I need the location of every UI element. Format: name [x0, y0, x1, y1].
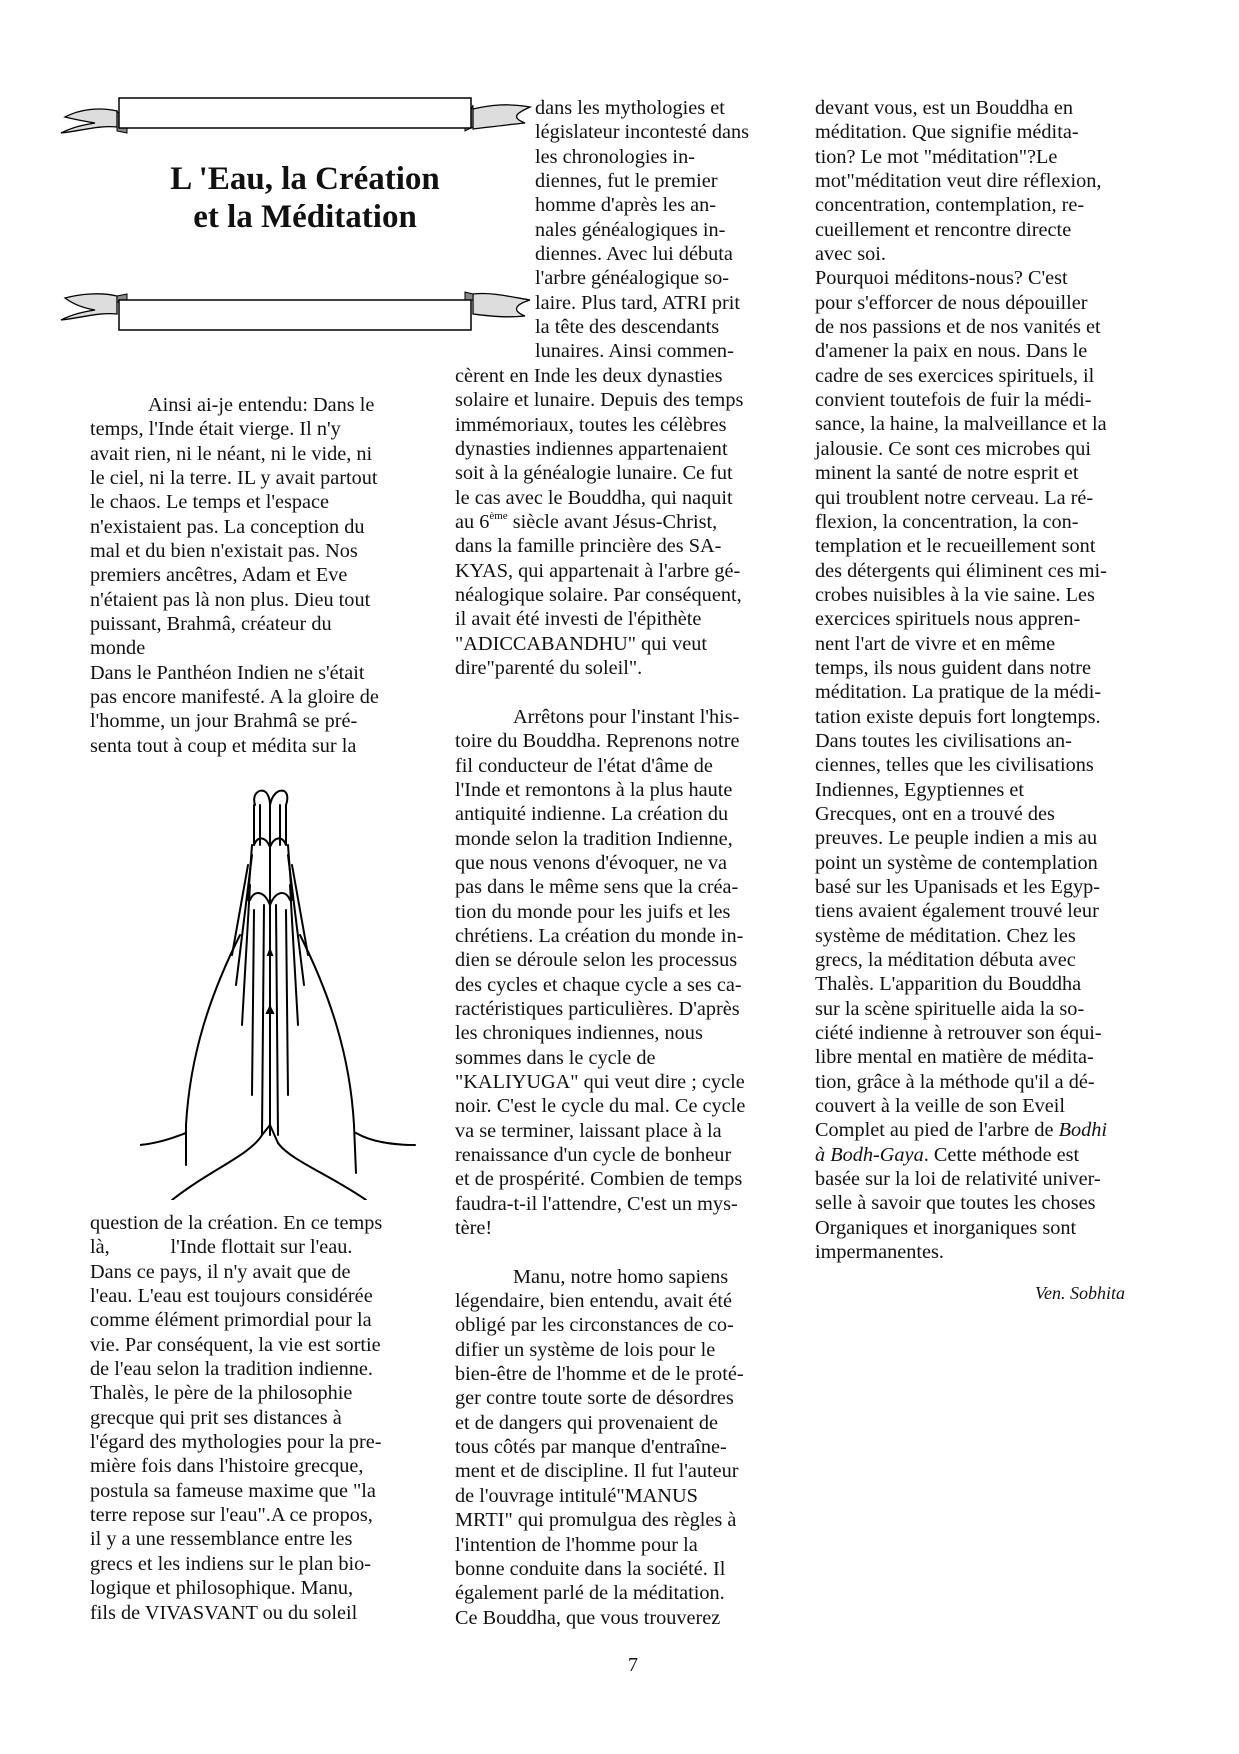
col1-paragraph-2 [90, 1211, 382, 1625]
text-line: sance, la haine, la malveillance et la [815, 413, 1107, 436]
text-line: vie. Par conséquent, la vie est sortie [90, 1333, 381, 1356]
text-line: de l'eau selon la tradition indienne. [90, 1358, 373, 1381]
title-line-1: L 'Eau, la Création [170, 161, 440, 197]
text-line: va se terminer, laissant place à la [455, 1119, 722, 1142]
text-line: Dans toutes les civilisations an- [815, 729, 1072, 752]
text-line: Dans le Panthéon Indien ne s'était [90, 661, 365, 684]
column-2-top [535, 96, 749, 364]
text-line: tion? Le mot "méditation"?Le [815, 145, 1058, 168]
text-line: fil conducteur de l'état d'âme de [455, 754, 713, 777]
text-line: dans la famille princière des SA- [455, 535, 722, 558]
text-line: obligé par les circonstances de co- [455, 1314, 734, 1337]
col2-paragraph-3 [455, 1265, 745, 1630]
text-line: jalousie. Ce sont ces microbes qui [815, 437, 1091, 460]
page-number: 7 [628, 1654, 638, 1676]
text-line: soit à la généalogie lunaire. Ce fut [455, 462, 733, 485]
text-line: pour s'efforcer de nous dépouiller [815, 291, 1088, 314]
text-line: tation existe depuis fort longtemps. [815, 705, 1101, 728]
text-line: libre mental en matière de médita- [815, 1046, 1094, 1069]
text-line: antiquité indienne. La création du [455, 803, 729, 826]
text-line: méditation. La pratique de la médi- [815, 681, 1102, 704]
text-line: nales généalogiques in- [535, 218, 726, 241]
column-1-top [90, 393, 379, 758]
praying-hands-illustration-icon [140, 775, 420, 1200]
text-line: convient toutefois de fuir la médi- [815, 389, 1092, 412]
text-line: Thalès, le père de la philosophie [90, 1382, 353, 1405]
text-line: concentration, contemplation, re- [815, 194, 1085, 217]
text-line: couvert à la veille de son Eveil [815, 1095, 1066, 1118]
text-line: minent la santé de notre esprit et [815, 462, 1079, 485]
text-line: les chroniques indiennes, nous [455, 1022, 703, 1045]
text-line: légendaire, bien entendu, avait été [455, 1290, 733, 1313]
bodh-gaya-line: à Bodh-Gaya. Cette méthode est [815, 1143, 1080, 1166]
text-line: Organiques et inorganiques sont [815, 1216, 1077, 1239]
text-line: noir. C'est le cycle du mal. Ce cycle [455, 1095, 746, 1118]
text-line: ractéristiques particulières. D'après [455, 997, 740, 1020]
text-line: devant vous, est un Bouddha en [815, 97, 1073, 119]
text-line: avec soi. [815, 243, 886, 266]
text-line: tère! [455, 1217, 493, 1240]
text-line: tion du monde pour les juifs et les [455, 900, 731, 923]
text-line: immémoriaux, toutes les célèbres [455, 413, 727, 436]
text-line: et de dangers qui provenaient de [455, 1411, 718, 1434]
text-line: pas dans le même sens que la créa- [455, 876, 739, 899]
text-line: homme d'après les an- [535, 194, 717, 217]
text-line: d'amener la paix en nous. Dans le [815, 340, 1088, 363]
text-line: n'étaient pas là non plus. Dieu tout [90, 588, 371, 611]
text-line: exercices spirituels nous appren- [815, 608, 1081, 631]
text-line: diennes. Avec lui débuta [535, 243, 733, 266]
text-line: grecque qui prit ses distances à [90, 1406, 342, 1429]
text-line: l'eau. L'eau est toujours considérée [90, 1285, 373, 1308]
text-line: le cas avec le Bouddha, qui naquit [455, 486, 733, 509]
text-line: législateur incontesté dans [535, 121, 750, 144]
text-line: postula sa fameuse maxime que "la [90, 1479, 376, 1502]
article-title [120, 160, 490, 236]
text-line: mal et du bien n'existait pas. Nos [90, 540, 358, 563]
text-line: Ce Bouddha, que vous trouverez [455, 1606, 721, 1629]
text-line: flexion, la concentration, la con- [815, 510, 1079, 533]
text-line: l'Inde et remontons à la plus haute [455, 778, 733, 801]
text-line: méditation. Que signifie médita- [815, 121, 1079, 144]
text-line: Ainsi ai-je entendu: Dans le [148, 394, 375, 416]
column-1-bottom [90, 1211, 382, 1625]
col2-paragraph-1 [455, 364, 745, 680]
text-line: Arrêtons pour l'instant l'his- [513, 705, 740, 728]
text-line: bien-être de l'homme et de le proté- [455, 1363, 744, 1386]
text-line: n'existaient pas. La conception du [90, 515, 365, 538]
text-line: bonne conduite dans la société. Il [455, 1557, 726, 1580]
text-line: cadre de ses exercices spirituels, il [815, 364, 1095, 387]
text-line: question de la création. En ce temps [90, 1212, 383, 1234]
text-line: le ciel, ni la terre. IL y avait partout [90, 467, 378, 490]
col2-paragraph-1-top [535, 96, 749, 364]
text-line: Indiennes, Egyptiennes et [815, 778, 1024, 801]
text-line: système de méditation. Chez les [815, 924, 1076, 947]
column-3 [815, 96, 1107, 1265]
text-line: tous côtés par manque d'entraîne- [455, 1436, 727, 1459]
text-line: crobes nuisibles à la vie saine. Les [815, 583, 1095, 606]
text-line: qui troublent notre cerveau. La ré- [815, 486, 1094, 509]
text-line: Manu, notre homo sapiens [513, 1265, 729, 1288]
text-line: la tête des descendants [535, 316, 720, 339]
text-line: puissant, Brahmâ, créateur du [90, 613, 332, 636]
col3-paragraph [815, 96, 1107, 1265]
text-line: chrétiens. La création du monde in- [455, 924, 744, 947]
text-line: Pourquoi méditons-nous? C'est [815, 267, 1068, 290]
text-line: difier un système de lois pour le [455, 1338, 716, 1361]
text-line: logique et philosophique. Manu, [90, 1577, 354, 1600]
text-line: renaissance d'un cycle de bonheur [455, 1144, 732, 1166]
text-line: premiers ancêtres, Adam et Eve [90, 564, 348, 587]
text-line: lunaires. Ainsi commen- [535, 340, 734, 363]
text-line: solaire et lunaire. Depuis des temps [455, 389, 744, 412]
text-line: impermanentes. [815, 1241, 944, 1264]
col1-paragraph-1 [90, 393, 379, 758]
text-line: il y a une ressemblance entre les [90, 1528, 353, 1551]
text-line: également parlé de la méditation. [455, 1582, 725, 1605]
bottom-scroll-banner-icon [55, 290, 535, 335]
text-line: dire"parenté du soleil". [455, 657, 643, 680]
text-line: temps, l'Inde était vierge. Il n'y [90, 418, 341, 441]
text-line: tion, grâce à la méthode qu'il a dé- [815, 1070, 1095, 1093]
author-signature: Ven. Sobhita [1035, 1283, 1125, 1303]
text-line: basée sur la loi de relativité univer- [815, 1168, 1101, 1191]
text-line: cèrent en Inde les deux dynasties [455, 365, 723, 387]
text-line: là, l'Inde flottait sur l'eau. [90, 1236, 353, 1259]
text-line: les chronologies in- [535, 145, 695, 168]
text-line: "KALIYUGA" qui veut dire ; cycle [455, 1070, 745, 1093]
text-line: tiens avaient également trouvé leur [815, 900, 1099, 923]
text-line: senta tout à coup et médita sur la [90, 734, 357, 757]
text-line: toire du Bouddha. Reprenons notre [455, 730, 740, 753]
text-line: sur la scène spirituelle aida la so- [815, 997, 1085, 1020]
text-line: monde selon la tradition Indienne, [455, 827, 733, 850]
text-line: terre repose sur l'eau".A ce propos, [90, 1504, 373, 1527]
text-line: Dans ce pays, il n'y avait que de [90, 1260, 351, 1283]
text-line: preuves. Le peuple indien a mis au [815, 827, 1098, 850]
title-line-2: et la Méditation [193, 199, 417, 235]
text-line: néalogique solaire. Par conséquent, [455, 584, 742, 607]
text-line: pas encore manifesté. A la gloire de [90, 686, 379, 709]
text-line: diennes, fut le premier [535, 170, 718, 193]
text-line: avait rien, ni le néant, ni le vide, ni [90, 442, 373, 465]
text-line: dien se déroule selon les processus [455, 949, 738, 972]
text-line: KYAS, qui appartenait à l'arbre gé- [455, 559, 741, 582]
text-line: il avait été investi de l'épithète [455, 608, 702, 631]
text-line: grecs, la méditation débuta avec [815, 949, 1076, 972]
text-line: des cycles et chaque cycle a ses ca- [455, 973, 742, 996]
text-line: templation et le recueillement sont [815, 535, 1096, 558]
text-line: le chaos. Le temps et l'espace [90, 491, 330, 514]
text-line: l'intention de l'homme pour la [455, 1533, 698, 1556]
text-line: que nous venons d'évoquer, ne va [455, 851, 728, 874]
col2-paragraph-2 [455, 705, 745, 1241]
text-line: l'égard des mythologies pour la pre- [90, 1431, 382, 1454]
text-line: temps, ils nous guident dans notre [815, 656, 1092, 679]
text-line: point un système de contemplation [815, 851, 1098, 874]
text-line: dynasties indiennes appartenaient [455, 438, 728, 461]
column-2 [455, 364, 745, 1630]
text-line: ger contre toute sorte de désordres [455, 1387, 734, 1410]
text-line: "ADICCABANDHU" qui veut [455, 632, 708, 655]
text-line: ment et de discipline. Il fut l'auteur [455, 1460, 739, 1483]
top-scroll-banner-icon [55, 95, 535, 135]
text-line: faudra-t-il l'attendre, C'est un mys- [455, 1192, 738, 1215]
bodhi-line: Complet au pied de l'arbre de Bodhi [815, 1119, 1108, 1142]
text-line: MRTI" qui promulgua des règles à [455, 1509, 737, 1532]
superscript-eme: ème [489, 510, 508, 523]
text-line: grecs et les indiens sur le plan bio- [90, 1552, 372, 1575]
text-line: comme élément primordial pour la [90, 1309, 372, 1332]
text-line: monde [90, 637, 146, 660]
text-line: l'arbre généalogique so- [535, 267, 729, 290]
text-line: dans les mythologies et [535, 97, 725, 119]
text-line: Thalès. L'apparition du Bouddha [815, 973, 1082, 996]
text-line: sommes dans le cycle de [455, 1046, 656, 1069]
text-line: l'homme, un jour Brahmâ se pré- [90, 710, 358, 733]
text-line: cueillement et rencontre directe [815, 218, 1072, 241]
text-line: laire. Plus tard, ATRI prit [535, 291, 741, 314]
text-line: Grecques, ont en a trouvé des [815, 802, 1055, 825]
text-line: basé sur les Upanisads et les Egyp- [815, 876, 1100, 898]
text-line: et de prospérité. Combien de temps [455, 1168, 743, 1191]
text-line: des détergents qui éliminent ces mi- [815, 559, 1107, 582]
text-line: mot"méditation veut dire réflexion, [815, 170, 1102, 193]
text-line: mière fois dans l'histoire grecque, [90, 1455, 364, 1478]
text-line: ciété indienne à retrouver son équi- [815, 1022, 1102, 1045]
text-line: nent l'art de vivre et en même [815, 632, 1056, 655]
text-line: de nos passions et de nos vanités et [815, 316, 1101, 339]
text-line: fils de VIVASVANT ou du soleil [90, 1601, 358, 1624]
century-line: au 6ème siècle avant Jésus-Christ, [455, 510, 718, 534]
text-line: selle à savoir que toutes les choses [815, 1192, 1096, 1215]
text-line: ciennes, telles que les civilisations [815, 754, 1094, 777]
text-line: de l'ouvrage intitulé"MANUS [455, 1484, 698, 1507]
